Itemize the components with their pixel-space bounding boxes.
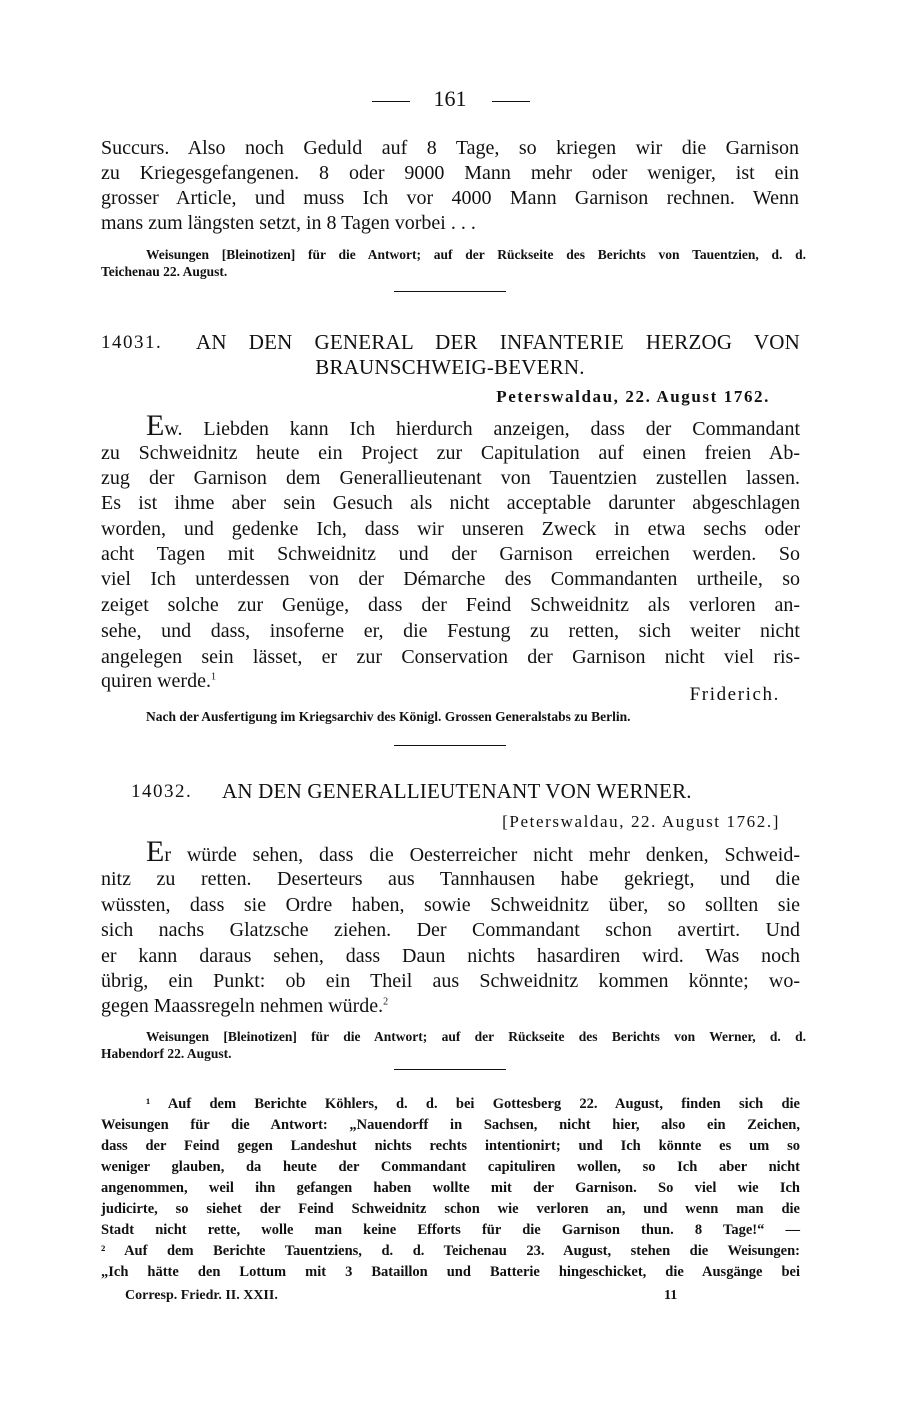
letter-last-line [101, 994, 501, 1020]
section-divider [394, 291, 506, 292]
letter-line: zug der Garnison dem Generallieutenant von Tauentzien zustellen lassen. [101, 467, 800, 489]
letter-line: sehe, und dass, insoferne er, die Festung zu retten, sich weiter nicht [101, 620, 800, 642]
footnote-line: ² Auf dem Berichte Tauentziens, d. d. Teichenau 23. August, stehen die Weisungen: [101, 1243, 800, 1259]
continuation-line: mans zum längsten setzt, in 8 Tagen vorbei . . . [101, 212, 476, 234]
continuation-source-note: Weisungen [Bleinotizen] für die Antwort; auf der Rückseite des Berichts von Tauentzien, d. d. [146, 247, 806, 262]
footnote-line: dass der Feind gegen Landeshut nichts rechts intentionirt; und Ich könnte es um so [101, 1138, 800, 1154]
letter-title: AN DEN GENERALLIEUTENANT VON WERNER. [222, 779, 692, 803]
letter-line: sich nachs Glatzsche ziehen. Der Commandant schon avertirt. Und [101, 919, 800, 941]
footnote-line: Stadt nicht rette, wolle man keine Efforts für die Garnison thun. 8 Tage!“ — [101, 1222, 800, 1238]
continuation-line: zu Kriegesgefangenen. 8 oder 9000 Mann mehr oder weniger, ist ein [101, 162, 799, 184]
letter-source-note: Nach der Ausfertigung im Kriegsarchiv des Königl. Grossen Generalstabs zu Berlin. [146, 709, 631, 724]
section-divider [394, 745, 506, 746]
letter-source-note: Habendorf 22. August. [101, 1046, 232, 1061]
letter-place-date: [Peterswaldau, 22. August 1762.] [502, 812, 780, 831]
letter-number: 14031. [101, 332, 163, 353]
footnote-line: Weisungen für die Antwort: „Nauendorff in Sachsen, nicht hier, also ein Zeichen, [101, 1117, 800, 1133]
continuation-source-note: Teichenau 22. August. [101, 264, 228, 279]
letter-line: worden, und gedenke Ich, dass wir unseren Zweck in etwa sechs oder [101, 518, 800, 540]
letter-line: zeiget solche zur Genüge, dass der Feind Schweidnitz als verloren an- [101, 594, 800, 616]
letter-text: r würde sehen, dass die Oesterreicher nicht mehr denken, Schweid- [164, 844, 800, 866]
header-rule-left [372, 101, 410, 102]
footer-collection-title: Corresp. Friedr. II. XXII. [125, 1288, 278, 1303]
footnote-marker[interactable]: 1 [210, 671, 216, 683]
continuation-line: grosser Article, und muss Ich vor 4000 Mann Garnison rechnen. Wenn [101, 187, 799, 209]
page-number: 161 [433, 86, 467, 111]
footnote-line: judicirte, so siehet der Feind Schweidnitz schon wie verloren an, und wenn man die [101, 1201, 800, 1217]
footnote-line: weniger glauben, da heute der Commandant capituliren wollen, so Ich aber nicht [101, 1159, 800, 1175]
letter-line: angelegen sein lässet, er zur Conservation der Garnison nicht viel ris- [101, 646, 800, 668]
letter-signature: Friderich. [689, 684, 780, 705]
letter-line: wüssten, dass sie Ordre haben, sowie Schweidnitz über, so sollten sie [101, 894, 800, 916]
letter-text: quiren werde. [101, 670, 211, 692]
footnote-line: „Ich hätte den Lottum mit 3 Bataillon und Batterie hingeschicket, die Ausgänge bei [101, 1264, 800, 1280]
letter-number: 14032. [131, 781, 193, 802]
footnote-line: angenommen, weil ihn gefangen haben wollte mit der Garnison. So viel wie Ich [101, 1180, 800, 1196]
letter-place-date: Peterswaldau, 22. August 1762. [496, 387, 770, 406]
letter-line: übrig, ein Punkt: ob ein Theil aus Schweidnitz kommen könnte; wo- [101, 970, 800, 992]
letter-title: AN DEN GENERAL DER INFANTERIE HERZOG VON [196, 330, 800, 354]
letter-last-line [101, 669, 401, 695]
footer-signature-mark: 11 [664, 1288, 678, 1303]
letter-line: viel Ich unterdessen von der Démarche des Commandanten urtheile, so [101, 568, 800, 590]
footnote-line: ¹ Auf dem Berichte Köhlers, d. d. bei Gottesberg 22. August, finden sich die [146, 1096, 800, 1112]
letter-line: Es ist ihme aber sein Gesuch als nicht acceptable darunter abgeschlagen [101, 492, 800, 514]
letter-line: acht Tagen mit Schweidnitz und der Garnison erreichen werden. So [101, 543, 800, 565]
letter-text: w. Liebden kann Ich hierdurch anzeigen, dass der Commandant [164, 418, 800, 440]
letter-line: nitz zu retten. Deserteurs aus Tannhausen habe gekriegt, und die [101, 868, 800, 890]
drop-cap: E [146, 835, 165, 868]
letter-text: gegen Maassregeln nehmen würde. [101, 995, 384, 1017]
drop-cap: E [146, 409, 165, 442]
letter-line: zu Schweidnitz heute ein Project zur Capitulation auf einen freien Ab- [101, 442, 800, 464]
footnote-marker[interactable]: 2 [383, 996, 389, 1008]
letter-source-note: Weisungen [Bleinotizen] für die Antwort; auf der Rückseite des Berichts von Werner, d. d. [146, 1029, 806, 1044]
letter-first-line [146, 409, 800, 443]
letter-title: BRAUNSCHWEIG-BEVERN. [315, 355, 585, 379]
continuation-line: Succurs. Also noch Geduld auf 8 Tage, so kriegen wir die Garnison [101, 137, 799, 159]
letter-first-line [146, 835, 800, 869]
letter-line: er kann daraus sehen, dass Daun nichts hasardiren wird. Was noch [101, 945, 800, 967]
section-divider [394, 1069, 506, 1070]
header-rule-right [492, 101, 530, 102]
